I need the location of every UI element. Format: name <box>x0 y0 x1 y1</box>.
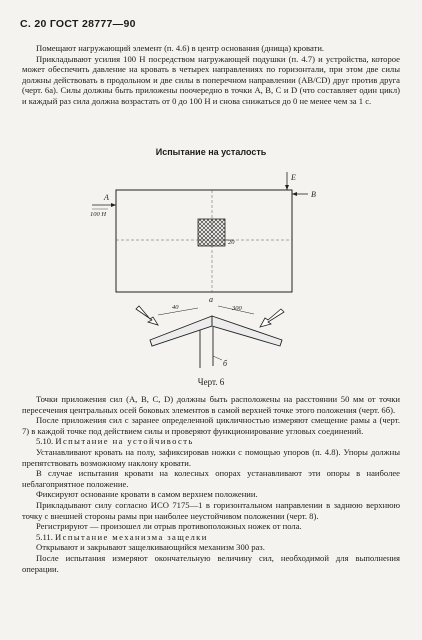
arrowhead-b <box>292 192 297 196</box>
force-arrow-corner-right <box>260 309 284 327</box>
force-arrow-corner-left <box>136 306 158 325</box>
label-a-top: A <box>104 193 109 202</box>
clause-title: Испытание на устойчивость <box>55 436 194 447</box>
paragraph: Точки приложения сил (A, B, C, D) должны быть расположены на расстоянии 50 мм от точки пересечения центральных осей боковых элементов в самой верхней точке этого положения (черт. 6б). <box>22 394 400 415</box>
figure-caption: Черт. 6 <box>197 377 225 387</box>
page-header: С. 20 ГОСТ 28777—90 <box>20 18 136 30</box>
clause-number: 5.10. <box>36 436 54 447</box>
paragraph: Прикладывают силу согласно ИСО 7175—1 в горизонтальном направлении в заднюю верхнюю точку с внешней стороны рамы при наиболее неустойчивом положении (черт. 8). <box>22 499 400 521</box>
label-a-mid: a <box>209 295 213 304</box>
paragraph: В случае испытания кровати на колесных опорах устанавливают эти опоры в наиболее неблагоприятное положение. <box>22 468 400 489</box>
clause-title: Испытание механизма защелки <box>55 531 208 542</box>
paragraph: Открывают и закрывают защелкивающийся механизм 300 раз. <box>36 542 265 553</box>
section-title: Испытание на усталость <box>155 147 267 157</box>
paragraph: Прикладывают усилия 100 Н посредством нагружающей подушки (п. 4.7) и устройства, которое может обеспечить давление на кровать в четырех направлениях по горизонтали, при этом две силы должны действовать в продольном и две силы в поперечном направлении (AB/CD) друг против друга (черт. 6а). Силы должны быть приложены поочередно в точки A, B, C и D (что составляет один цикл) и каждый раз сила должна возрастать от 0 до 100 Н и снова снижаться до 0 не менее чем за 1 с. <box>22 53 400 106</box>
clause-number: 5.11. <box>36 531 53 542</box>
label-sub-b: б <box>223 359 228 368</box>
corner-frame-right <box>212 316 282 346</box>
label-dim: 20 <box>228 239 235 246</box>
bottom-text-block <box>22 394 400 574</box>
loading-element <box>198 219 225 246</box>
clause-heading-5-10 <box>22 436 400 447</box>
paragraph: После испытания измеряют окончательную величину сил, необходимой для выполнения операции. <box>22 552 400 574</box>
arrowhead-e <box>285 185 289 190</box>
arrowhead-a <box>111 203 116 207</box>
corner-frame-left <box>150 316 212 346</box>
label-dim-right: 300 <box>232 305 242 312</box>
paragraph: Фиксируют основание кровати в самом верхнем положении. <box>36 489 258 500</box>
leader-b <box>213 356 222 360</box>
paragraph: Регистрируют — произошел ли отрыв противоположных ножек от пола. <box>36 521 302 532</box>
label-b: B <box>311 190 316 199</box>
label-dim-left: 40 <box>172 304 179 311</box>
paragraph: Помещают нагружающий элемент (п. 4.6) в центр основания (днища) кровати. <box>36 43 325 53</box>
clause-heading-5-11 <box>22 532 400 543</box>
paragraph: Устанавливают кровать на полу, зафиксировав ножки с помощью упоров (п. 4.8). Упоры должны препятствовать возможному наклону кровати. <box>22 446 400 468</box>
paragraph: После приложения сил с заранее определенной цикличностью измеряют смещение рамы a (черт. 7) в каждой точке под действием силы и проверяют функционирование угловых соединений. <box>22 415 400 436</box>
label-e: E <box>291 173 296 182</box>
label-force: 100 Н <box>90 211 107 218</box>
